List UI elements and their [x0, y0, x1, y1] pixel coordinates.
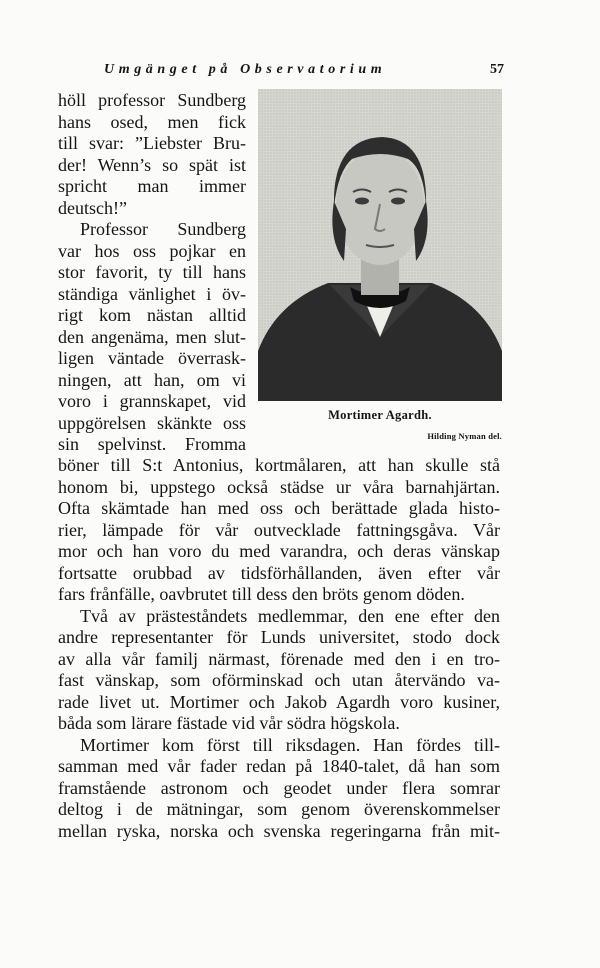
text-line: framstående astronom och geodet under flera somrar [58, 777, 500, 798]
text-line: deltog i de mätningar, som genom överenskommelser [58, 799, 500, 819]
text-line: Professor Sundberg [80, 219, 246, 239]
text-beside-portrait [58, 90, 246, 456]
portrait-illustration [258, 89, 502, 401]
text-line: Mortimer kom först till riksdagen. Han fördes till- [80, 734, 500, 755]
text-line: samman med vår fader redan på 1840-talet, då han som [58, 756, 500, 776]
text-line: sin spelvinst. Fromma [58, 434, 246, 454]
body-text [58, 455, 500, 842]
text-line: honom bi, uppstego också städse ur våra barnahjärtan. [58, 476, 500, 497]
text-line: voro i grannskapet, vid [58, 391, 246, 411]
text-line: hans osed, men fick [58, 111, 246, 132]
text-line: mellan ryska, norska och svenska regeringarna från mit- [58, 820, 500, 841]
text-line: ligen väntade överrask- [58, 348, 246, 368]
text-line: fars frånfälle, oavbrutet till dess den bröts genom döden. [58, 584, 465, 604]
page-number: 57 [490, 62, 504, 77]
text-line: Två av prästeståndets medlemmar, den ene efter den [80, 605, 500, 626]
text-line: böner till S:t Antonius, kortmålaren, att han skulle stå [58, 455, 500, 475]
text-line: fast vänskap, som oförminskad och utan återvändo va- [58, 670, 500, 690]
illustrator-credit: Hilding Nyman del. [427, 431, 502, 441]
portrait-caption: Mortimer Agardh. [328, 408, 432, 422]
text-line: av alla vår familj närmast, förenade med den i en tro- [58, 648, 500, 669]
text-line: deutsch!” [58, 197, 127, 218]
text-line: stor favorit, ty till hans [58, 262, 246, 282]
page-header [104, 60, 504, 80]
text-line: rigt kom nästan alltid [58, 305, 246, 325]
text-line: rade livet ut. Mortimer och Jakob Agardh voro kusiner, [58, 691, 500, 712]
text-line: mor och han voro du med varandra, och deras vänskap [58, 541, 500, 561]
text-line: till svar: ”Liebster Bru- [58, 133, 246, 153]
text-line: andre representanter för Lunds universitet, stodo dock [58, 627, 500, 647]
text-line: ständiga vänlighet i öv- [58, 283, 246, 304]
text-line: var hos oss pojkar en [58, 240, 246, 261]
text-line: ningen, att han, om vi [58, 369, 246, 390]
text-line: uppgörelsen skänkte oss [58, 412, 246, 433]
text-line: Ofta skämtade han med oss och berättade glada histo- [58, 498, 500, 518]
text-line: båda som lärare fästade vid vår södra högskola. [58, 713, 400, 733]
text-line: der! Wenn’s so spät ist [58, 154, 246, 175]
running-head: Umgänget på Observatorium [104, 62, 387, 77]
text-line: rier, lämpade för vår outvecklade fattningsgåva. Vår [58, 519, 500, 540]
text-line: spricht man immer [58, 176, 246, 196]
text-line: fortsatte orubbad av tidsförhållanden, även efter vår [58, 562, 500, 583]
text-line: höll professor Sundberg [58, 90, 246, 110]
text-line: den angenäma, men slut- [58, 326, 246, 347]
